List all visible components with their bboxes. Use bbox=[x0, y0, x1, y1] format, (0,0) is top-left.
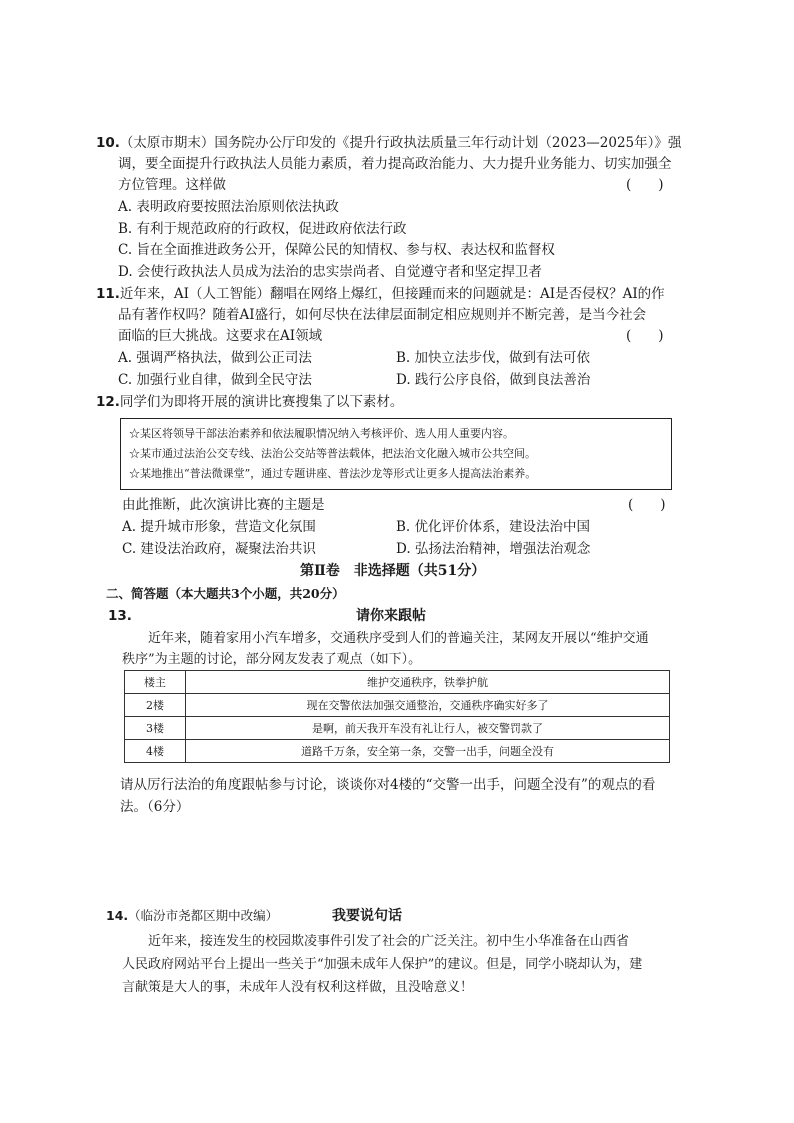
table-row bbox=[125, 671, 670, 694]
q13-intro-2: 秩序”为主题的讨论，部分网友发表了观点（如下）。 bbox=[122, 652, 422, 667]
q13-ask-1: 请从厉行法治的角度跟帖参与讨论，谈谈你对4楼的“交警一出手，问题全没有”的观点的看 bbox=[120, 777, 656, 793]
q10-option-d: D. 会使行政执法人员成为法治的忠实崇尚者、自觉遵守者和坚定捍卫者 bbox=[118, 264, 542, 280]
post-text: 现在交警依法加强交通整治，交通秩序确实好多了 bbox=[186, 694, 670, 717]
q13-number: 13. bbox=[108, 608, 132, 624]
q13-post-table bbox=[124, 670, 670, 763]
q14-text-1: 近年来，接连发生的校园欺凌事件引发了社会的广泛关注。初中生小华准备在山西省 bbox=[148, 934, 630, 949]
post-floor: 4楼 bbox=[125, 740, 186, 763]
q10-option-c: C. 旨在全面推进政务公开，保障公民的知情权、参与权、表达权和监督权 bbox=[118, 242, 555, 258]
table-row bbox=[125, 740, 670, 763]
q14-title: 我要说句话 bbox=[332, 908, 402, 924]
q13-intro-1: 近年来，随着家用小汽车增多，交通秩序受到人们的普遍关注，某网友开展以“维护交通 bbox=[148, 631, 649, 646]
q12-option-c: C. 建设法治政府，凝聚法治共识 bbox=[122, 541, 316, 557]
q10-answer-blank[interactable]: ( ) bbox=[626, 177, 664, 193]
q12-option-b: B. 优化评价体系，建设法治中国 bbox=[396, 519, 591, 535]
q12-material-2: ☆某市通过法治公交专线、法治公交站等普法载体，把法治文化融入城市公共空间。 bbox=[129, 447, 536, 460]
post-text: 是啊，前天我开车没有礼让行人，被交警罚款了 bbox=[186, 717, 670, 740]
q11-answer-blank[interactable]: ( ) bbox=[626, 328, 664, 344]
q11-line-1 bbox=[96, 284, 665, 304]
q11-stem-1: 近年来，AI（人工智能）翻唱在网络上爆红，但接踵而来的问题就是：AI是否侵权？AI的作 bbox=[119, 286, 665, 302]
q10-stem-1: （太原市期末）国务院办公厅印发的《提升行政执法质量三年行动计划（2023—2025年）》强 bbox=[119, 135, 682, 151]
q14-source: （临汾市尧都区期中改编） bbox=[128, 908, 279, 923]
q11-option-d: D. 践行公序良俗，做到良法善治 bbox=[396, 372, 591, 388]
q12-material-3: ☆某地推出“普法微课堂”，通过专题讲座、普法沙龙等形式让更多人提高法治素养。 bbox=[129, 467, 537, 480]
q12-option-a: A. 提升城市形象，营造文化氛围 bbox=[122, 519, 316, 535]
q12-material-1: ☆某区将领导干部法治素养和依法履职情况纳入考核评价、选人用人重要内容。 bbox=[129, 427, 514, 440]
q14-number: 14. bbox=[106, 908, 129, 923]
q10-line-1 bbox=[96, 133, 681, 153]
q14-text-3: 言献策是大人的事，未成年人没有权利这样做，且没啥意义！ bbox=[122, 980, 474, 995]
q12-answer-blank[interactable]: ( ) bbox=[628, 497, 666, 513]
q11-option-b: B. 加快立法步伐，做到有法可依 bbox=[396, 350, 591, 366]
q11-stem-2: 品有著作权吗？随着AI盛行，如何尽快在法律层面制定相应规则并不断完善，是当今社会 bbox=[118, 307, 647, 323]
table-row bbox=[125, 694, 670, 717]
q14-line-1 bbox=[106, 906, 278, 926]
q13-ask-2: 法。（6分） bbox=[120, 799, 190, 815]
q10-option-a: A. 表明政府要按照法治原则依法执政 bbox=[118, 199, 339, 215]
post-text: 道路千万条，安全第一条，交警一出手，问题全没有 bbox=[186, 740, 670, 763]
q11-number: 11. bbox=[96, 286, 120, 302]
q12-option-d: D. 弘扬法治精神，增强法治观念 bbox=[396, 541, 591, 557]
q10-stem-3: 方位管理。这样做 bbox=[118, 177, 226, 193]
q10-option-b: B. 有利于规范政府的行政权，促进政府依法行政 bbox=[118, 221, 407, 237]
table-row bbox=[125, 717, 670, 740]
section2-title: 二、简答题（本大题共3个小题，共20分） bbox=[106, 586, 345, 601]
post-floor: 3楼 bbox=[125, 717, 186, 740]
q11-option-a: A. 强调严格执法，做到公正司法 bbox=[118, 350, 312, 366]
q11-option-c: C. 加强行业自律，做到全民守法 bbox=[118, 372, 312, 388]
q12-question: 由此推断，此次演讲比赛的主题是 bbox=[122, 497, 325, 513]
post-floor: 楼主 bbox=[125, 671, 186, 694]
q11-stem-3: 面临的巨大挑战。这要求在AI领域 bbox=[118, 328, 323, 344]
q10-stem-2: 调，要全面提升行政执法人员能力素质，着力提高政治能力、大力提升业务能力、切实加强全 bbox=[118, 156, 672, 172]
q13-title: 请你来跟帖 bbox=[356, 608, 426, 624]
q12-number: 12. bbox=[96, 394, 120, 410]
q12-line-1 bbox=[96, 392, 403, 412]
q12-material-box bbox=[120, 418, 672, 490]
q10-number: 10. bbox=[96, 135, 120, 151]
q14-text-2: 人民政府网站平台上提出一些关于“加强未成年人保护”的建议。但是，同学小晓却认为，建 bbox=[122, 957, 643, 972]
post-text: 维护交通秩序，铁拳护航 bbox=[186, 671, 670, 694]
part2-title: 第Ⅱ卷 非选择题（共51分） bbox=[300, 563, 486, 579]
q12-stem: 同学们为即将开展的演讲比赛搜集了以下素材。 bbox=[119, 394, 404, 410]
post-floor: 2楼 bbox=[125, 694, 186, 717]
